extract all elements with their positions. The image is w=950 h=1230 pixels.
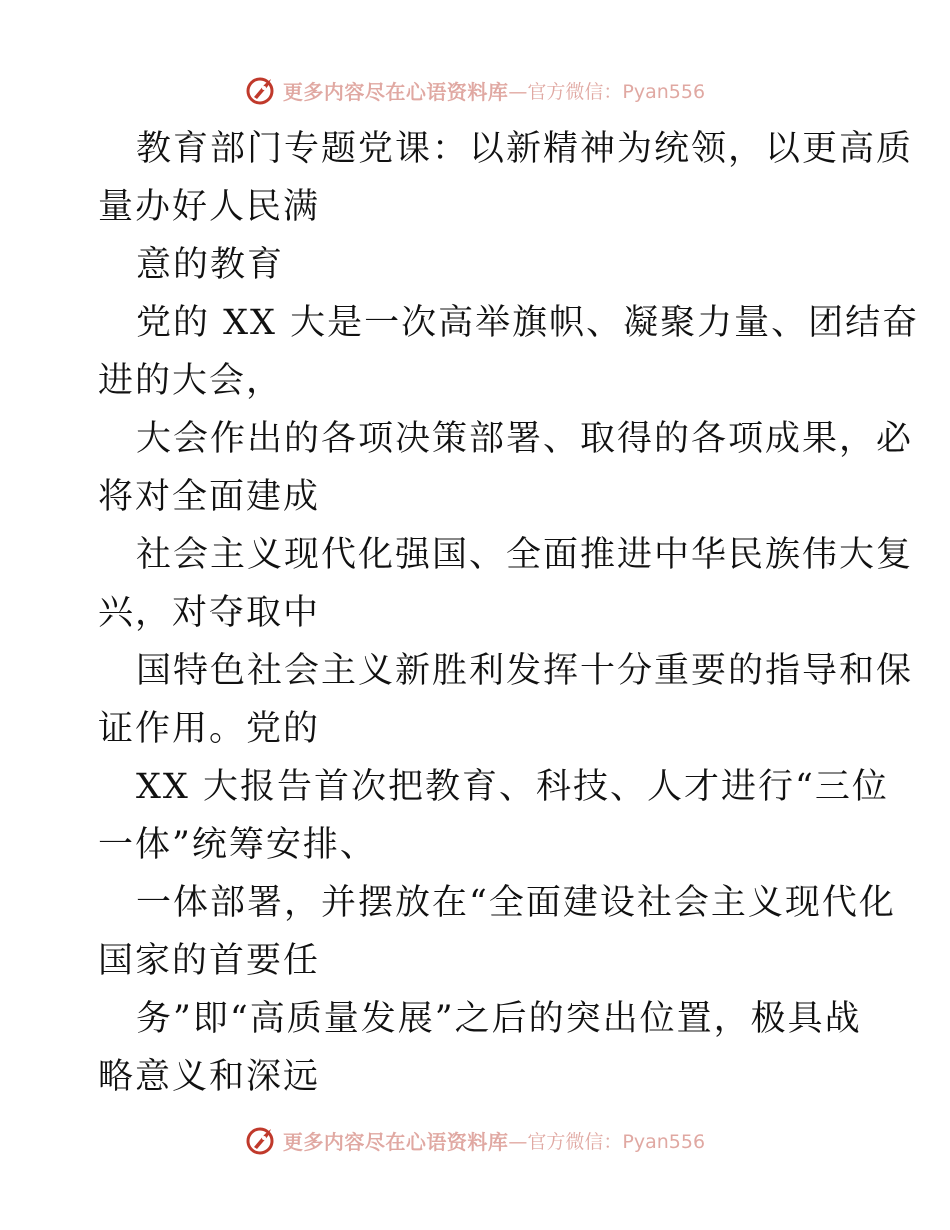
paragraph-line: 务”即“高质量发展”之后的突出位置，极具战 (136, 999, 862, 1039)
footer-banner (0, 1120, 950, 1160)
document-title-line: 意的教育 (136, 245, 285, 285)
header-banner (0, 70, 950, 110)
paragraph-line: 一体”统筹安排、 (98, 825, 377, 865)
paragraph-line: 进的大会， (98, 361, 284, 401)
paragraph-line: 大会作出的各项决策部署、取得的各项成果，必 (136, 419, 914, 459)
pen-nib-logo-icon (245, 73, 279, 107)
paragraph-line: 国家的首要任 (98, 941, 321, 981)
paragraph-line: 社会主义现代化强国、全面推进中华民族伟大复 (136, 535, 914, 575)
document-body (98, 120, 920, 1106)
paragraph-line: 党的 XX 大是一次高举旗帜、凝聚力量、团结奋 (136, 303, 920, 343)
banner-text: 更多内容尽在心语资料库 (282, 79, 509, 104)
banner-wechat-text: —官方微信：Pyan556 (508, 1130, 706, 1153)
paragraph-line: 一体部署，并摆放在“全面建设社会主义现代化 (136, 883, 896, 923)
paragraph-line: 略意义和深远 (98, 1057, 321, 1097)
paragraph-line: 将对全面建成 (98, 477, 321, 517)
paragraph-line: 国特色社会主义新胜利发挥十分重要的指导和保 (136, 651, 914, 691)
paragraph-line: 证作用。党的 (98, 709, 321, 749)
paragraph-line: XX 大报告首次把教育、科技、人才进行“三位 (136, 767, 889, 807)
banner-wechat-text: —官方微信：Pyan556 (508, 80, 706, 103)
document-title-line: 量办好人民满 (98, 187, 321, 227)
pen-nib-logo-icon (245, 1123, 279, 1157)
paragraph-line: 兴，对夺取中 (98, 593, 321, 633)
document-title-line: 教育部门专题党课：以新精神为统领，以更高质 (136, 129, 914, 169)
banner-text: 更多内容尽在心语资料库 (282, 1129, 509, 1154)
